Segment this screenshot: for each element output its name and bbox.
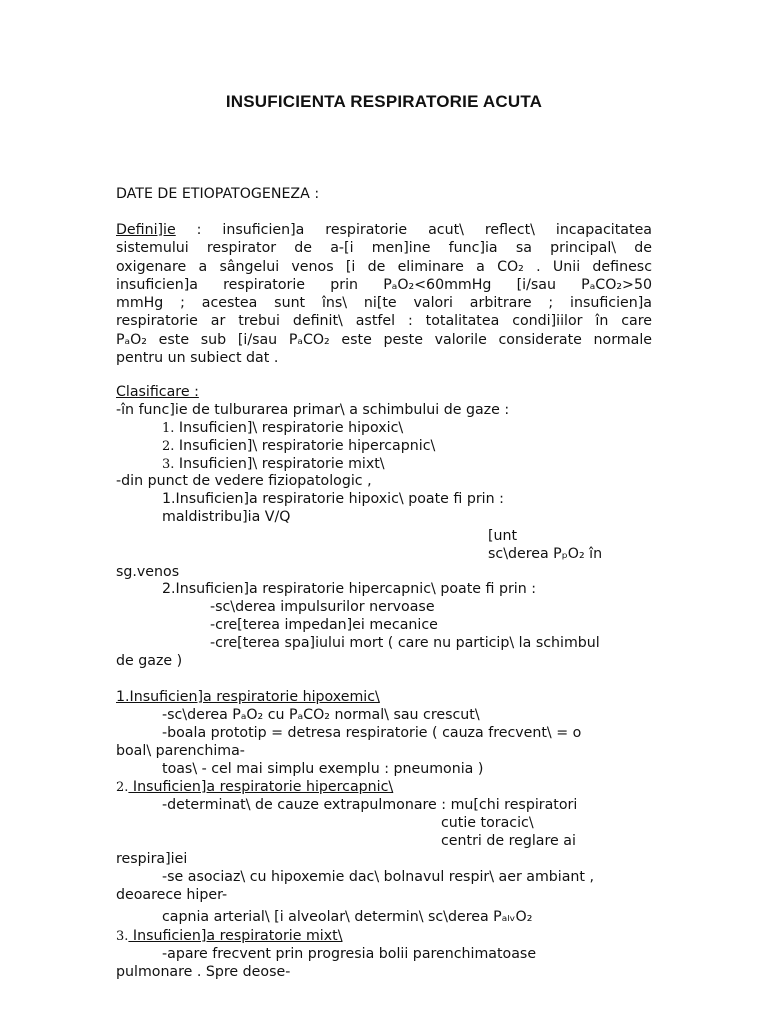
- definition-line-6: respiratorie ar trebui definit\ astfel : totalitatea condi]iilor în care: [116, 313, 652, 330]
- definition-paragraph: [116, 221, 652, 367]
- type-number: 3.: [162, 457, 175, 472]
- section-3-heading: [116, 927, 343, 946]
- section-number: 2.: [116, 780, 129, 795]
- clasificare-type-1: [162, 419, 403, 438]
- unt-line: [unt: [488, 528, 518, 544]
- section-2-heading: [116, 778, 393, 797]
- sg-venos-line: sg.venos: [116, 564, 180, 580]
- clasificare-intro-2: -din punct de vedere fiziopatologic ,: [116, 473, 372, 489]
- hypercapnic-mechanisms-line: 2.Insuficien]a respiratorie hipercapnic\ poate fi prin :: [162, 581, 537, 597]
- definition-text: : insuficien]a respiratorie acut\ reflect\ incapacitatea: [175, 222, 652, 238]
- cause-3: -cre[terea spa]iului mort ( care nu particip\ la schimbul: [210, 635, 600, 651]
- document-title: INSUFICIENTA RESPIRATORIE ACUTA: [225, 92, 543, 111]
- section-1-heading: 1.Insuficien]a respiratorie hipoxemic\: [116, 689, 380, 705]
- type-number: 2.: [162, 439, 175, 454]
- clasificare-intro-1: -în func]ie de tulburarea primar\ a schimbului de gaze :: [116, 402, 510, 418]
- cause-1: -sc\derea impulsurilor nervoase: [210, 599, 435, 615]
- section-1-line-2: -boala prototip = detresa respiratorie ( cauza frecvent\ = o: [162, 725, 582, 741]
- scaderea-line: sc\derea PₚO₂ în: [488, 546, 603, 562]
- section-2-line-4: capnia arterial\ [i alveolar\ determin\ sc\derea PₐₗᵥO₂: [162, 909, 533, 925]
- definition-term: Defini]ie: [116, 222, 176, 238]
- maldistributie-line: maldistribu]ia V/Q: [162, 509, 291, 525]
- clasificare-type-2: [162, 437, 435, 456]
- definition-line-2: sistemului respirator de a-[i men]ine func]ia sa principal\ de: [116, 240, 652, 257]
- definition-line-3: oxigenare a sângelui venos [i de eliminare a CO₂ . Unii definesc: [116, 258, 652, 275]
- section-1-line-3: boal\ parenchima-: [116, 743, 245, 759]
- section-1-line-1: -sc\derea PₐO₂ cu PₐCO₂ normal\ sau crescut\: [162, 707, 480, 723]
- section-2-respiratiei: respira]iei: [116, 851, 188, 867]
- clasificare-heading: Clasificare :: [116, 384, 199, 400]
- section-2-centri: centri de reglare ai: [441, 833, 576, 849]
- definition-line-4: insuficien]a respiratorie prin PₐO₂<60mmHg [i/sau PₐCO₂>50: [116, 276, 652, 293]
- definition-line-8: pentru un subiect dat .: [116, 350, 279, 367]
- section-title: Insuficien]a respiratorie hipercapnic\: [128, 779, 394, 795]
- cause-2: -cre[terea impedan]ei mecanice: [210, 617, 438, 633]
- section-2-line-3: deoarece hiper-: [116, 887, 228, 903]
- section-number: 3.: [116, 929, 129, 944]
- type-label: Insuficien]\ respiratorie hipercapnic\: [174, 438, 436, 454]
- section-2-line-1: -determinat\ de cauze extrapulmonare : mu[chi respiratori: [162, 797, 578, 813]
- de-gaze-line: de gaze ): [116, 653, 183, 669]
- type-number: 1.: [162, 421, 175, 436]
- section-2-cutie: cutie toracic\: [441, 815, 534, 831]
- definition-line-1: [116, 221, 652, 239]
- section-title: Insuficien]a respiratorie mixt\: [128, 928, 343, 944]
- type-label: Insuficien]\ respiratorie hipoxic\: [174, 420, 404, 436]
- definition-line-5: mmHg ; acestea sunt îns\ ni[te valori arbitrare ; insuficien]a: [116, 295, 652, 312]
- section-3-line-2: pulmonare . Spre deose-: [116, 964, 291, 980]
- type-label: Insuficien]\ respiratorie mixt\: [174, 456, 385, 472]
- section-1-line-4: toas\ - cel mai simplu exemplu : pneumonia ): [162, 761, 484, 777]
- section-3-line-1: -apare frecvent prin progresia bolii parenchimatoase: [162, 946, 537, 962]
- section-2-line-2: -se asociaz\ cu hipoxemie dac\ bolnavul respir\ aer ambiant ,: [162, 869, 595, 885]
- section-heading-etiopatogeneza: DATE DE ETIOPATOGENEZA :: [116, 186, 320, 202]
- hypoxic-mechanisms-line: 1.Insuficien]a respiratorie hipoxic\ poate fi prin :: [162, 491, 504, 507]
- definition-line-7: PₐO₂ este sub [i/sau PₐCO₂ este peste valorile considerate normale: [116, 331, 652, 348]
